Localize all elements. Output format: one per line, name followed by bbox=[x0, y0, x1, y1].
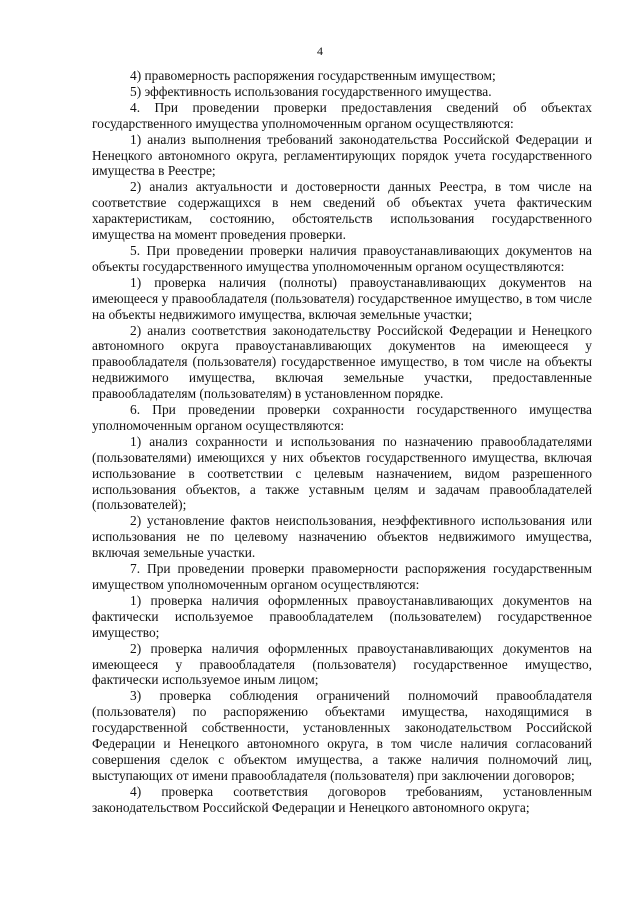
paragraph: 1) анализ сохранности и использования по назначению правообладателями (пользователями) имеющихся у них объектов государственного имущества, включая использование в соответствии с целевым назначением, видом разрешенного использования объектов, а также уставным целям и задачам правообладателей (пользователей); bbox=[92, 433, 592, 513]
page-number: 4 bbox=[317, 44, 323, 58]
paragraph: 4) правомерность распоряжения государственным имуществом; bbox=[130, 68, 496, 83]
paragraph: 6. При проведении проверки сохранности государственного имущества уполномоченным органом осуществляются: bbox=[92, 402, 592, 433]
paragraph: 1) проверка наличия оформленных правоустанавливающих документов на фактически используемое правообладателем (пользователем) государственное имущество; bbox=[92, 592, 592, 640]
paragraph: 2) анализ соответствия законодательству Российской Федерации и Ненецкого автономного округа правоустанавливающих документов на имеющееся у правообладателя (пользователя) государственное имущество, в том числе на объекты недвижимого имущества, включая земельные участки, предоставленные правообладателям (пользователям) в установленном порядке. bbox=[92, 322, 592, 402]
paragraph: 4) проверка соответствия договоров требованиям, установленным законодательством Российской Федерации и Ненецкого автономного округа; bbox=[92, 783, 592, 815]
paragraph: 7. При проведении проверки правомерности распоряжения государственным имуществом уполномоченным органом осуществляются: bbox=[92, 561, 592, 592]
paragraph: 4. При проведении проверки предоставления сведений об объектах государственного имущества уполномоченным органом осуществляются: bbox=[92, 99, 592, 131]
paragraph: 3) проверка соблюдения ограничений полномочий правообладателя (пользователя) по распоряжению объектами имущества, находящимися в государственной собственности, установленных законодательством Российской Федерации и Ненецкого автономного округа, в том числе наличия согласований совершения сделок с объектом имущества, а также наличия полномочий лиц, выступающих от имени правообладателя (пользователя) при заключении договоров; bbox=[92, 688, 592, 783]
paragraph: 2) проверка наличия оформленных правоустанавливающих документов на имеющееся у правообладателя (пользователя) государственное имущество, фактически используемое иным лицом; bbox=[92, 640, 592, 688]
paragraph: 5. При проведении проверки наличия правоустанавливающих документов на объекты государственного имущества уполномоченным органом осуществляются: bbox=[92, 242, 592, 274]
document-body bbox=[92, 68, 592, 816]
paragraph: 1) анализ выполнения требований законодательства Российской Федерации и Ненецкого автономного округа, регламентирующих порядок учета государственного имущества в Реестре; bbox=[92, 131, 592, 179]
paragraph: 1) проверка наличия (полноты) правоустанавливающих документов на имеющееся у правообладателя (пользователя) государственное имущество, в том числе на объекты недвижимого имущества, включая земельные участки; bbox=[92, 274, 592, 322]
paragraph: 5) эффективность использования государственного имущества. bbox=[130, 83, 492, 99]
paragraph: 2) установление фактов неиспользования, неэффективного использования или использования не по целевому назначению объектов недвижимого имущества, включая земельные участки. bbox=[92, 513, 592, 561]
paragraph: 2) анализ актуальности и достоверности данных Реестра, в том числе на соответствие содержащихся в нем сведений об объектах учета фактическим характеристикам, состоянию, обстоятельств использования государственного имущества на момент проведения проверки. bbox=[92, 179, 592, 243]
